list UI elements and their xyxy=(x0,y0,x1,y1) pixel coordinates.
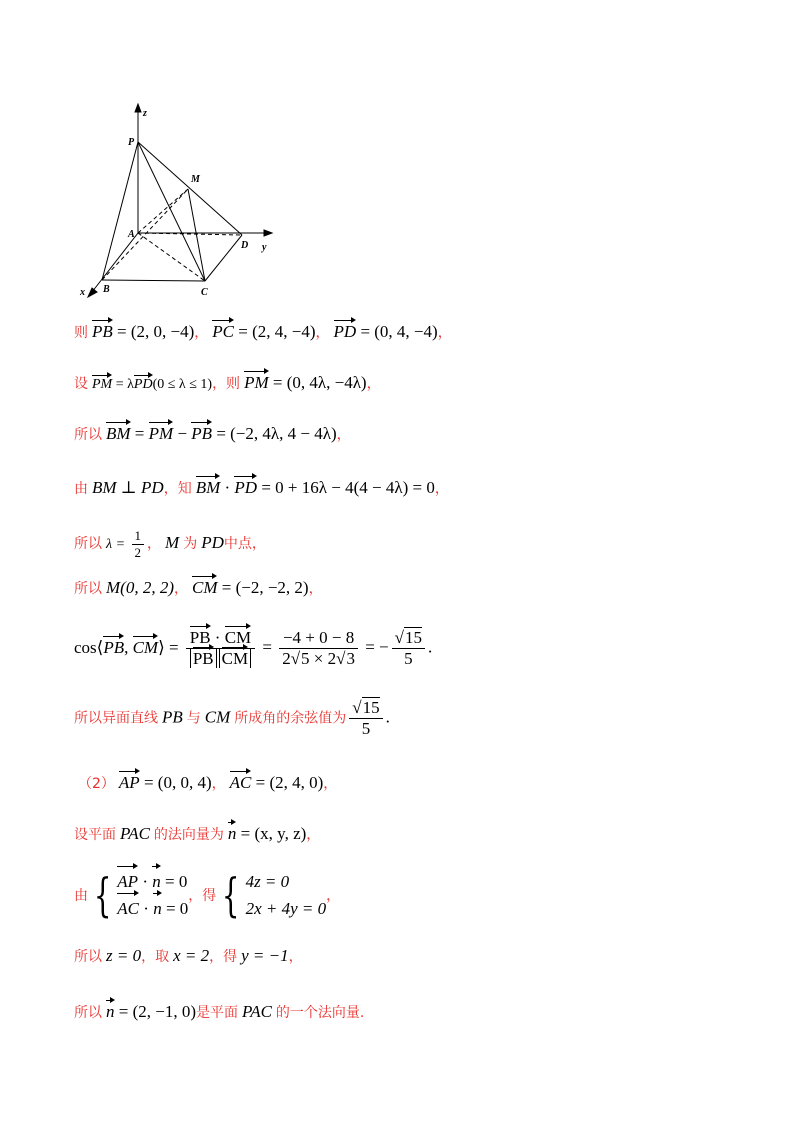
x-axis xyxy=(92,233,138,292)
z-axis-arrow xyxy=(135,104,141,112)
label-M: M xyxy=(191,174,200,185)
label-y: y xyxy=(262,242,267,253)
line-m-coord: 所以 M(0, 2, 2)， CM = (−2, −2, 2)， xyxy=(74,578,323,597)
x-axis-arrow xyxy=(88,288,97,297)
label-x: x xyxy=(80,287,85,298)
y-axis-arrow xyxy=(264,230,272,236)
line-solve: 所以 z = 0，取 x = 2，得 y = −1， xyxy=(74,946,303,965)
line-part2-vectors: （2） AP = (0, 0, 4)， AC = (2, 4, 0)， xyxy=(78,773,338,792)
line-bm: 所以 BM = PM − PB = (−2, 4λ, 4 − 4λ)， xyxy=(74,424,351,443)
label-C: C xyxy=(201,287,208,298)
line-cosine: cos⟨PB, CM⟩ = $\frac{PB \cdot CM}{\text{PB CM}}$ = $\frac{-4 + 0 - 8}{2√5 \times 2√3}$ = − $\frac{√15}{5}$ . xyxy=(74,628,433,669)
line-lambda: 所以 λ = $\frac{1}{2}$ ， M 为 PD中点， xyxy=(74,528,266,560)
line-normal-vector: 设平面 PAC 的法向量为 n = (x, y, z)， xyxy=(74,824,321,843)
line-perpendicular: 由 BM ⊥ PD，知 BM · PD = 0 + 16λ − 4(4 − 4λ) = 0， xyxy=(74,478,449,497)
label-z: z xyxy=(143,108,147,119)
label-B: B xyxy=(103,284,110,295)
label-A: A xyxy=(128,229,135,240)
line-result-cos: 所以异面直线 PB 与 CM 所成角的余弦值为 $\frac{√15}{5}$ . xyxy=(74,698,390,739)
label-P: P xyxy=(128,137,135,148)
line-set-pm: 设 PM = λPD(0 ≤ λ ≤ 1)，则 PM = (0, 4λ, −4λ)， xyxy=(74,373,381,392)
line-system: 由 { AP · n = 0 AC · n = 0 ，得 { 4z = 0 2x + 4y = 0 ， xyxy=(74,868,341,923)
line-vectors-pb-pc-pd: 则 PB = (2, 0, −4)， PC = (2, 4, −4)， PD = (0, 4, −4)， xyxy=(74,322,452,341)
line-conclusion: 所以 n = (2, −1, 0)是平面 PAC 的一个法向量. xyxy=(74,1002,365,1021)
label-D: D xyxy=(241,240,249,251)
pyramid-figure xyxy=(70,100,285,305)
